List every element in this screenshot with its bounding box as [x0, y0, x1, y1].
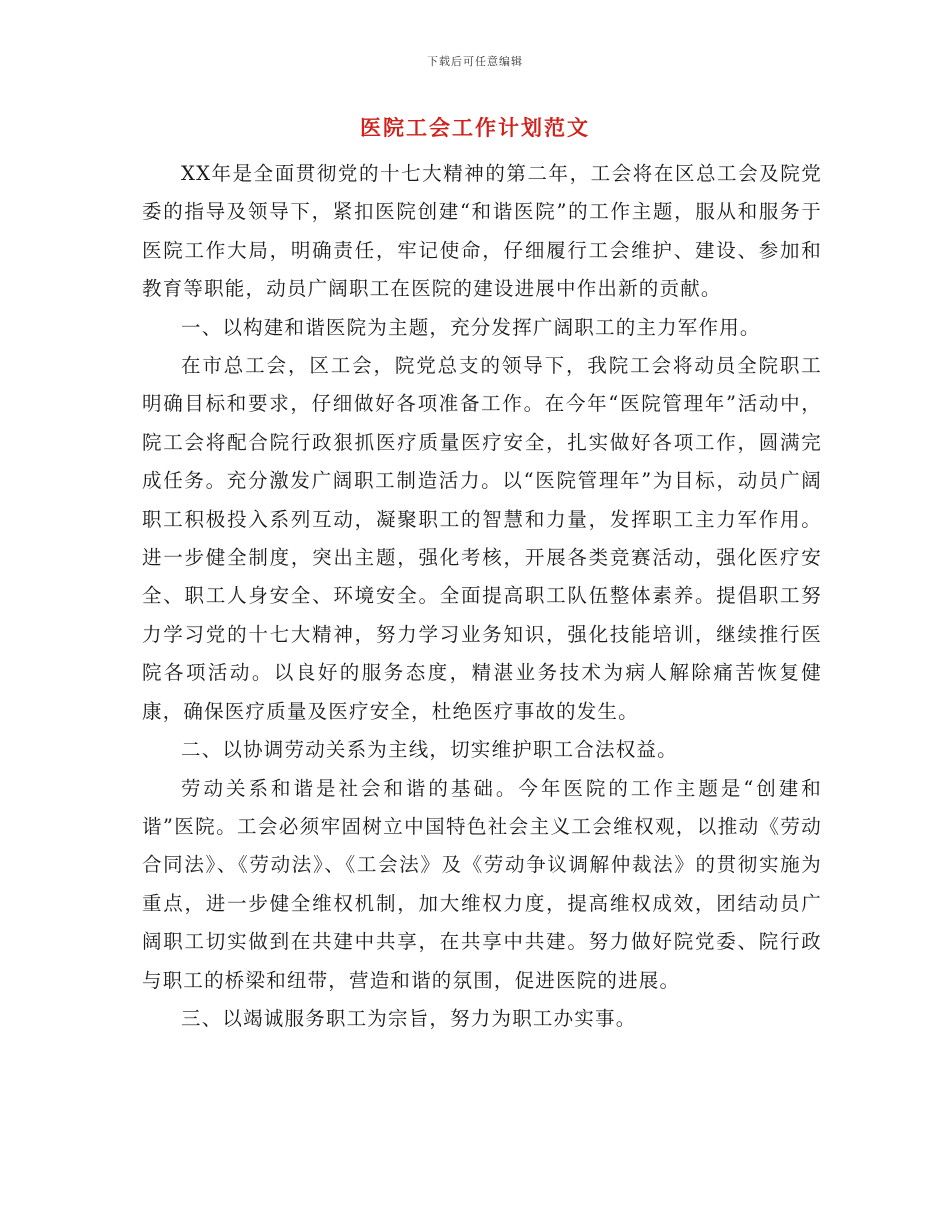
document-body — [142, 155, 822, 1038]
intro-paragraph: XX年是全面贯彻党的十七大精神的第二年，工会将在区总工会及院党委的指导及领导下，紧扣医院创建“和谐医院”的工作主题，服从和服务于医院工作大局，明确责任，牢记使命，仔细履行工会维护、建设、参加和教育等职能，动员广阔职工在医院的建设进展中作出新的贡献。 — [142, 162, 822, 301]
section-heading-2: 二、以协调劳动关系为主线，切实维护职工合法权益。 — [181, 738, 678, 762]
section-paragraph-1: 在市总工会，区工会，院党总支的领导下，我院工会将动员全院职工明确目标和要求，仔细做好各项准备工作。在今年“医院管理年”活动中，院工会将配合院行政狠抓医疗质量医疗安全，扎实做好各项工作，圆满完成任务。充分激发广阔职工制造活力。以“医院管理年”为目标，动员广阔职工积极投入系列互动，凝聚职工的智慧和力量，发挥职工主力军作用。进一步健全制度，突出主题，强化考核，开展各类竞赛活动，强化医疗安全、职工人身安全、环境安全。全面提高职工队伍整体素养。提倡职工努力学习党的十七大精神，努力学习业务知识，强化技能培训，继续推行医院各项活动。以良好的服务态度，精湛业务技术为病人解除痛苦恢复健康，确保医疗质量及医疗安全，杜绝医疗事故的发生。 — [142, 354, 822, 723]
document-title: 医院工会工作计划范文 — [360, 116, 590, 140]
page-header-note: 下载后可任意编辑 — [427, 55, 523, 68]
section-heading-3: 三、以竭诚服务职工为宗旨，努力为职工办实事。 — [181, 1006, 637, 1030]
section-heading-1: 一、以构建和谐医院为主题，充分发挥广阔职工的主力军作用。 — [181, 315, 761, 339]
section-paragraph-2: 劳动关系和谐是社会和谐的基础。今年医院的工作主题是“创建和谐”医院。工会必须牢固树立中国特色社会主义工会维权观，以推动《劳动合同法》、《劳动法》、《工会法》及《劳动争议调解仲裁法》的贯彻实施为重点，进一步健全维权机制，加大维权力度，提高维权成效，团结动员广阔职工切实做到在共建中共享，在共享中共建。努力做好院党委、院行政与职工的桥梁和纽带，营造和谐的氛围，促进医院的进展。 — [142, 776, 822, 992]
